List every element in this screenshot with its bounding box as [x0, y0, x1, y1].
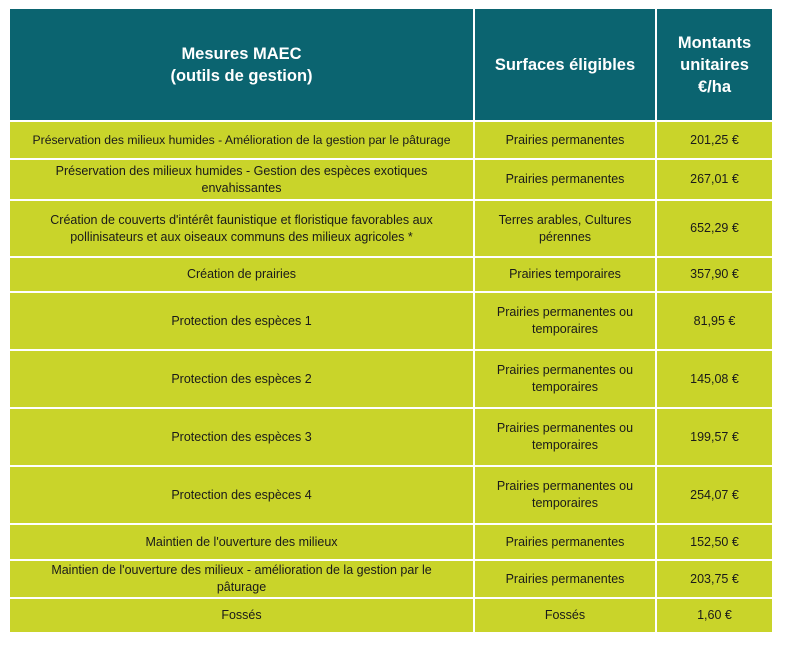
cell-measure: Création de prairies — [10, 256, 475, 291]
cell-surface: Prairies permanentes ou temporaires — [475, 407, 657, 465]
cell-measure: Préservation des milieux humides - Amélioration de la gestion par le pâturage — [10, 120, 475, 158]
table-row — [10, 597, 772, 632]
header-surfaces-label: Surfaces éligibles — [494, 55, 636, 74]
cell-surface: Prairies permanentes — [475, 120, 657, 158]
table-row — [10, 349, 772, 407]
cell-surface: Prairies permanentes — [475, 523, 657, 559]
cell-amount: 201,25 € — [657, 120, 772, 158]
cell-amount: 357,90 € — [657, 256, 772, 291]
cell-measure: Maintien de l'ouverture des milieux — [10, 523, 475, 559]
cell-measure: Fossés — [10, 597, 475, 632]
cell-surface: Prairies permanentes ou temporaires — [475, 349, 657, 407]
header-amounts — [657, 9, 772, 120]
cell-measure: Maintien de l'ouverture des milieux - amélioration de la gestion par le pâturage — [10, 559, 475, 597]
cell-amount: 199,57 € — [657, 407, 772, 465]
cell-surface: Prairies permanentes ou temporaires — [475, 465, 657, 523]
cell-amount: 203,75 € — [657, 559, 772, 597]
header-measures — [10, 9, 475, 120]
cell-measure: Création de couverts d'intérêt faunistique et floristique favorables aux pollinisateurs et aux oiseaux communs des milieux agricoles * — [10, 199, 475, 256]
maec-table-container — [10, 9, 772, 632]
header-measures-line1: Mesures MAEC — [181, 44, 302, 63]
cell-measure: Protection des espèces 1 — [10, 291, 475, 349]
header-amounts-line2: unitaires — [680, 55, 749, 74]
table-row — [10, 559, 772, 597]
header-surfaces — [475, 9, 657, 120]
cell-amount: 152,50 € — [657, 523, 772, 559]
cell-surface: Terres arables, Cultures pérennes — [475, 199, 657, 256]
table-row — [10, 158, 772, 199]
cell-amount: 1,60 € — [657, 597, 772, 632]
table-row — [10, 465, 772, 523]
table-header-row — [10, 9, 772, 120]
cell-amount: 254,07 € — [657, 465, 772, 523]
table-row — [10, 407, 772, 465]
header-measures-line2: (outils de gestion) — [170, 66, 313, 85]
table-row — [10, 291, 772, 349]
cell-surface: Prairies permanentes ou temporaires — [475, 291, 657, 349]
table-row — [10, 523, 772, 559]
cell-surface: Prairies permanentes — [475, 559, 657, 597]
cell-amount: 267,01 € — [657, 158, 772, 199]
table-row — [10, 256, 772, 291]
cell-measure: Préservation des milieux humides - Gestion des espèces exotiques envahissantes — [10, 158, 475, 199]
maec-measures-table — [10, 9, 772, 632]
cell-amount: 81,95 € — [657, 291, 772, 349]
cell-measure: Protection des espèces 4 — [10, 465, 475, 523]
header-amounts-line1: Montants — [677, 33, 752, 52]
cell-amount: 652,29 € — [657, 199, 772, 256]
cell-measure: Protection des espèces 2 — [10, 349, 475, 407]
cell-amount: 145,08 € — [657, 349, 772, 407]
table-row — [10, 199, 772, 256]
cell-surface: Fossés — [475, 597, 657, 632]
cell-surface: Prairies temporaires — [475, 256, 657, 291]
cell-surface: Prairies permanentes — [475, 158, 657, 199]
cell-measure: Protection des espèces 3 — [10, 407, 475, 465]
table-row — [10, 120, 772, 158]
header-amounts-line3: €/ha — [697, 77, 732, 96]
